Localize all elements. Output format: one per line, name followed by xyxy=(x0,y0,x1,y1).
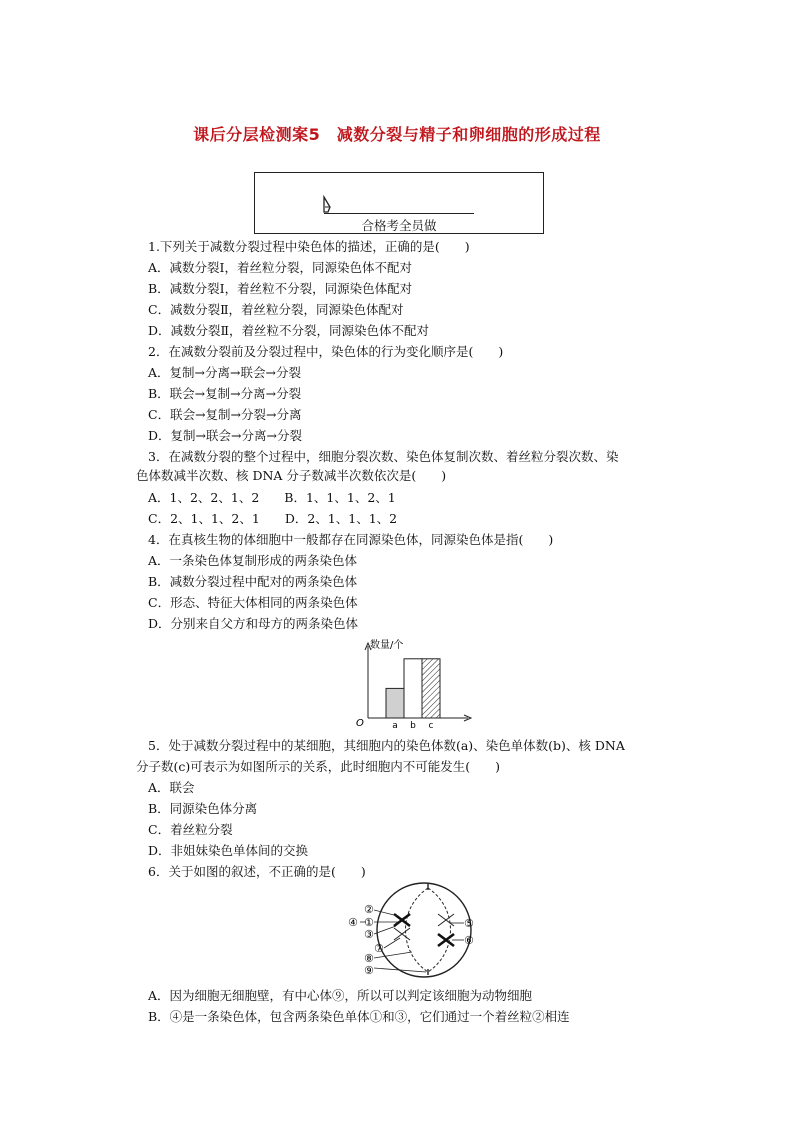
cell-division-diagram xyxy=(336,880,486,982)
cell-membrane xyxy=(377,883,471,977)
x-tick-label-a: a xyxy=(392,721,398,731)
question-1-option-a: A．减数分裂Ⅰ，着丝粒分裂，同源染色体不配对 xyxy=(148,260,412,275)
question-4-option-a: A．一条染色体复制形成的两条染色体 xyxy=(148,553,358,568)
label-1: ① xyxy=(364,916,374,929)
question-5-option-a: A．联会 xyxy=(148,780,195,795)
bar-a xyxy=(386,688,404,718)
question-5-option-d: D．非姐妹染色单体间的交换 xyxy=(148,843,309,858)
banner-label: 合格考全员做 xyxy=(361,218,437,233)
label-5: ⑤ xyxy=(464,917,474,930)
spindle-fiber-left xyxy=(406,888,429,972)
section-banner xyxy=(254,172,544,234)
question-5-stem: 5．处于减数分裂过程中的某细胞，其细胞内的染色体数(a)、染色单体数(b)、核 DNA xyxy=(148,738,625,753)
question-6-stem: 6．关于如图的叙述，不正确的是( ) xyxy=(148,864,366,879)
question-5-option-b: B．同源染色体分离 xyxy=(148,801,258,816)
question-2-option-b: B．联会→复制→分离→分裂 xyxy=(148,386,302,401)
question-1-stem: 1.下列关于减数分裂过程中染色体的描述，正确的是( ) xyxy=(148,239,470,254)
chromosome-right-icon xyxy=(438,914,454,946)
question-4-option-b: B．减数分裂过程中配对的两条染色体 xyxy=(148,574,358,589)
question-3-options-cd: C．2、1、1、2、1 D．2、1、1、1、2 xyxy=(148,511,398,526)
question-3-options-ab: A．1、2、2、1、2 B．1、1、1、2、1 xyxy=(148,490,396,505)
question-5-option-c: C．着丝粒分裂 xyxy=(148,822,233,837)
question-6-option-a: A．因为细胞无细胞壁，有中心体⑨，所以可以判定该细胞为动物细胞 xyxy=(148,988,533,1003)
bar-chart xyxy=(350,634,480,734)
question-4-option-d: D．分别来自父方和母方的两条染色体 xyxy=(148,616,359,631)
label-4: ④ xyxy=(348,916,358,929)
bar-c xyxy=(422,659,440,718)
question-4-option-c: C．形态、特征大体相同的两条染色体 xyxy=(148,595,358,610)
label-9: ⑨ xyxy=(364,964,374,977)
bar-b xyxy=(404,659,422,718)
label-6: ⑥ xyxy=(464,934,474,947)
question-2-stem: 2．在减数分裂前及分裂过程中，染色体的行为变化顺序是( ) xyxy=(148,344,504,359)
chromosome-left-icon xyxy=(394,914,410,940)
question-3-stem-cont: 色体数减半次数、核 DNA 分子数减半次数依次是( ) xyxy=(136,468,447,483)
label-2: ② xyxy=(364,903,374,916)
pen-icon xyxy=(321,195,337,215)
question-5-stem-cont: 分子数(c)可表示为如图所示的关系，此时细胞内不可能发生( ) xyxy=(136,759,501,774)
label-7: ⑦ xyxy=(374,942,384,955)
y-axis-label: 数量/个 xyxy=(370,640,404,651)
question-1-option-d: D．减数分裂Ⅱ，着丝粒不分裂，同源染色体不配对 xyxy=(148,323,430,338)
banner-rule xyxy=(324,213,474,214)
question-2-option-d: D．复制→联会→分离→分裂 xyxy=(148,428,302,443)
x-tick-label-b: b xyxy=(410,721,416,731)
x-tick-label-c: c xyxy=(428,721,434,731)
question-4-stem: 4．在真核生物的体细胞中一般都存在同源染色体，同源染色体是指( ) xyxy=(148,532,554,547)
question-6-option-b: B．④是一条染色体，包含两条染色单体①和③，它们通过一个着丝粒②相连 xyxy=(148,1009,570,1024)
spindle-fiber-right xyxy=(428,888,451,972)
page-title: 课后分层检测案5 减数分裂与精子和卵细胞的形成过程 xyxy=(193,125,601,144)
question-2-option-a: A．复制→分离→联会→分裂 xyxy=(148,365,301,380)
question-1-option-c: C．减数分裂Ⅱ，着丝粒分裂，同源染色体配对 xyxy=(148,302,404,317)
label-3: ③ xyxy=(364,928,374,941)
question-3-stem: 3．在减数分裂的整个过程中，细胞分裂次数、染色体复制次数、着丝粒分裂次数、染 xyxy=(148,449,619,464)
origin-label: O xyxy=(356,718,364,729)
question-1-option-b: B．减数分裂Ⅰ，着丝粒不分裂，同源染色体配对 xyxy=(148,281,413,296)
label-8: ⑧ xyxy=(364,952,374,965)
question-2-option-c: C．联会→复制→分裂→分离 xyxy=(148,407,302,422)
